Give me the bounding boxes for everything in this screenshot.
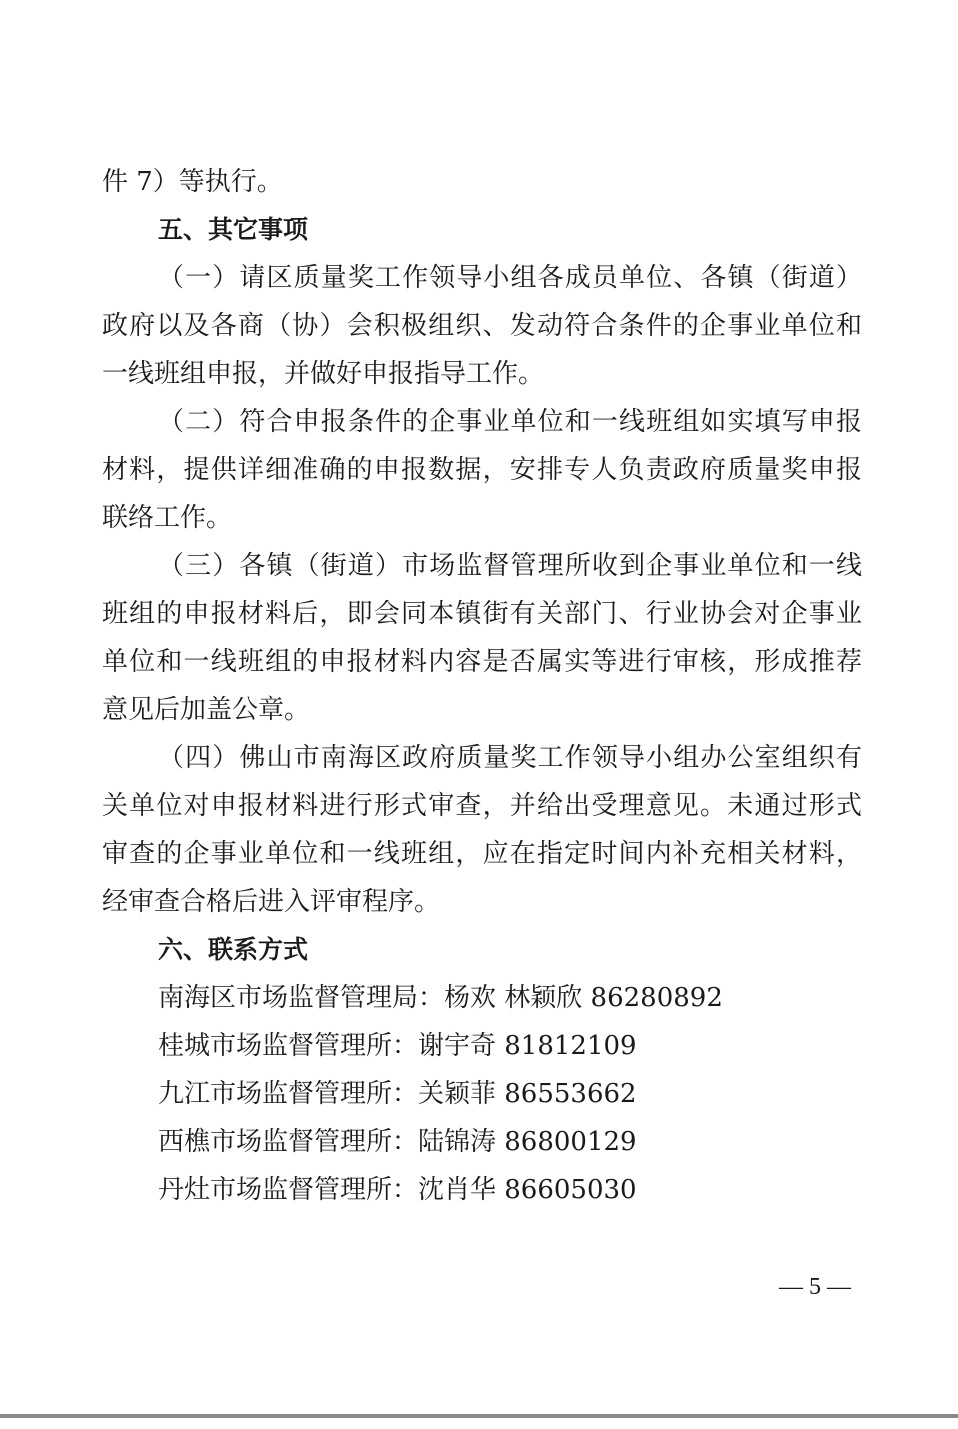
paragraph-4-line-2: 关单位对申报材料进行形式审查，并给出受理意见。未通过形式	[102, 791, 862, 821]
contact-line-district-bureau: 南海区市场监督管理局：杨欢 林颖欣 86280892	[158, 983, 723, 1013]
paragraph-3-line-2: 班组的申报材料后，即会同本镇街有关部门、行业协会对企事业	[102, 599, 862, 629]
contact-line-xiqiao: 西樵市场监督管理所：陆锦涛 86800129	[158, 1127, 637, 1157]
contact-line-guicheng: 桂城市场监督管理所：谢宇奇 81812109	[158, 1031, 637, 1061]
contact-line-danzao: 丹灶市场监督管理所：沈肖华 86605030	[158, 1175, 637, 1205]
paragraph-2-line-2: 材料，提供详细准确的申报数据，安排专人负责政府质量奖申报	[102, 455, 862, 485]
paragraph-1-line-1: （一）请区质量奖工作领导小组各成员单位、各镇（街道）	[158, 263, 862, 293]
paragraph-4-line-4: 经审查合格后进入评审程序。	[102, 887, 441, 917]
section-heading-contacts: 六、联系方式	[158, 935, 309, 964]
paragraph-3-line-3: 单位和一线班组的申报材料内容是否属实等进行审核，形成推荐	[102, 647, 862, 677]
paragraph-4-line-3: 审查的企事业单位和一线班组，应在指定时间内补充相关材料，	[102, 839, 862, 869]
continuation-line: 件 7）等执行。	[102, 167, 283, 197]
paragraph-1-line-3: 一线班组申报，并做好申报指导工作。	[102, 359, 545, 389]
paragraph-2-line-1: （二）符合申报条件的企事业单位和一线班组如实填写申报	[158, 407, 862, 437]
contact-line-jiujiang: 九江市场监督管理所：关颖菲 86553662	[158, 1079, 637, 1109]
document-body	[102, 158, 862, 1214]
page-number: — 5 —	[779, 1274, 851, 1300]
paragraph-3-line-1: （三）各镇（街道）市场监督管理所收到企事业单位和一线	[158, 551, 862, 581]
paragraph-3-line-4: 意见后加盖公章。	[102, 695, 311, 725]
paragraph-1-line-2: 政府以及各商（协）会积极组织、发动符合条件的企事业单位和	[102, 311, 862, 341]
page-bottom-edge	[0, 1414, 958, 1418]
section-heading-other-matters: 五、其它事项	[158, 215, 309, 244]
paragraph-2-line-3: 联络工作。	[102, 503, 233, 533]
paragraph-4-line-1: （四）佛山市南海区政府质量奖工作领导小组办公室组织有	[158, 743, 862, 773]
